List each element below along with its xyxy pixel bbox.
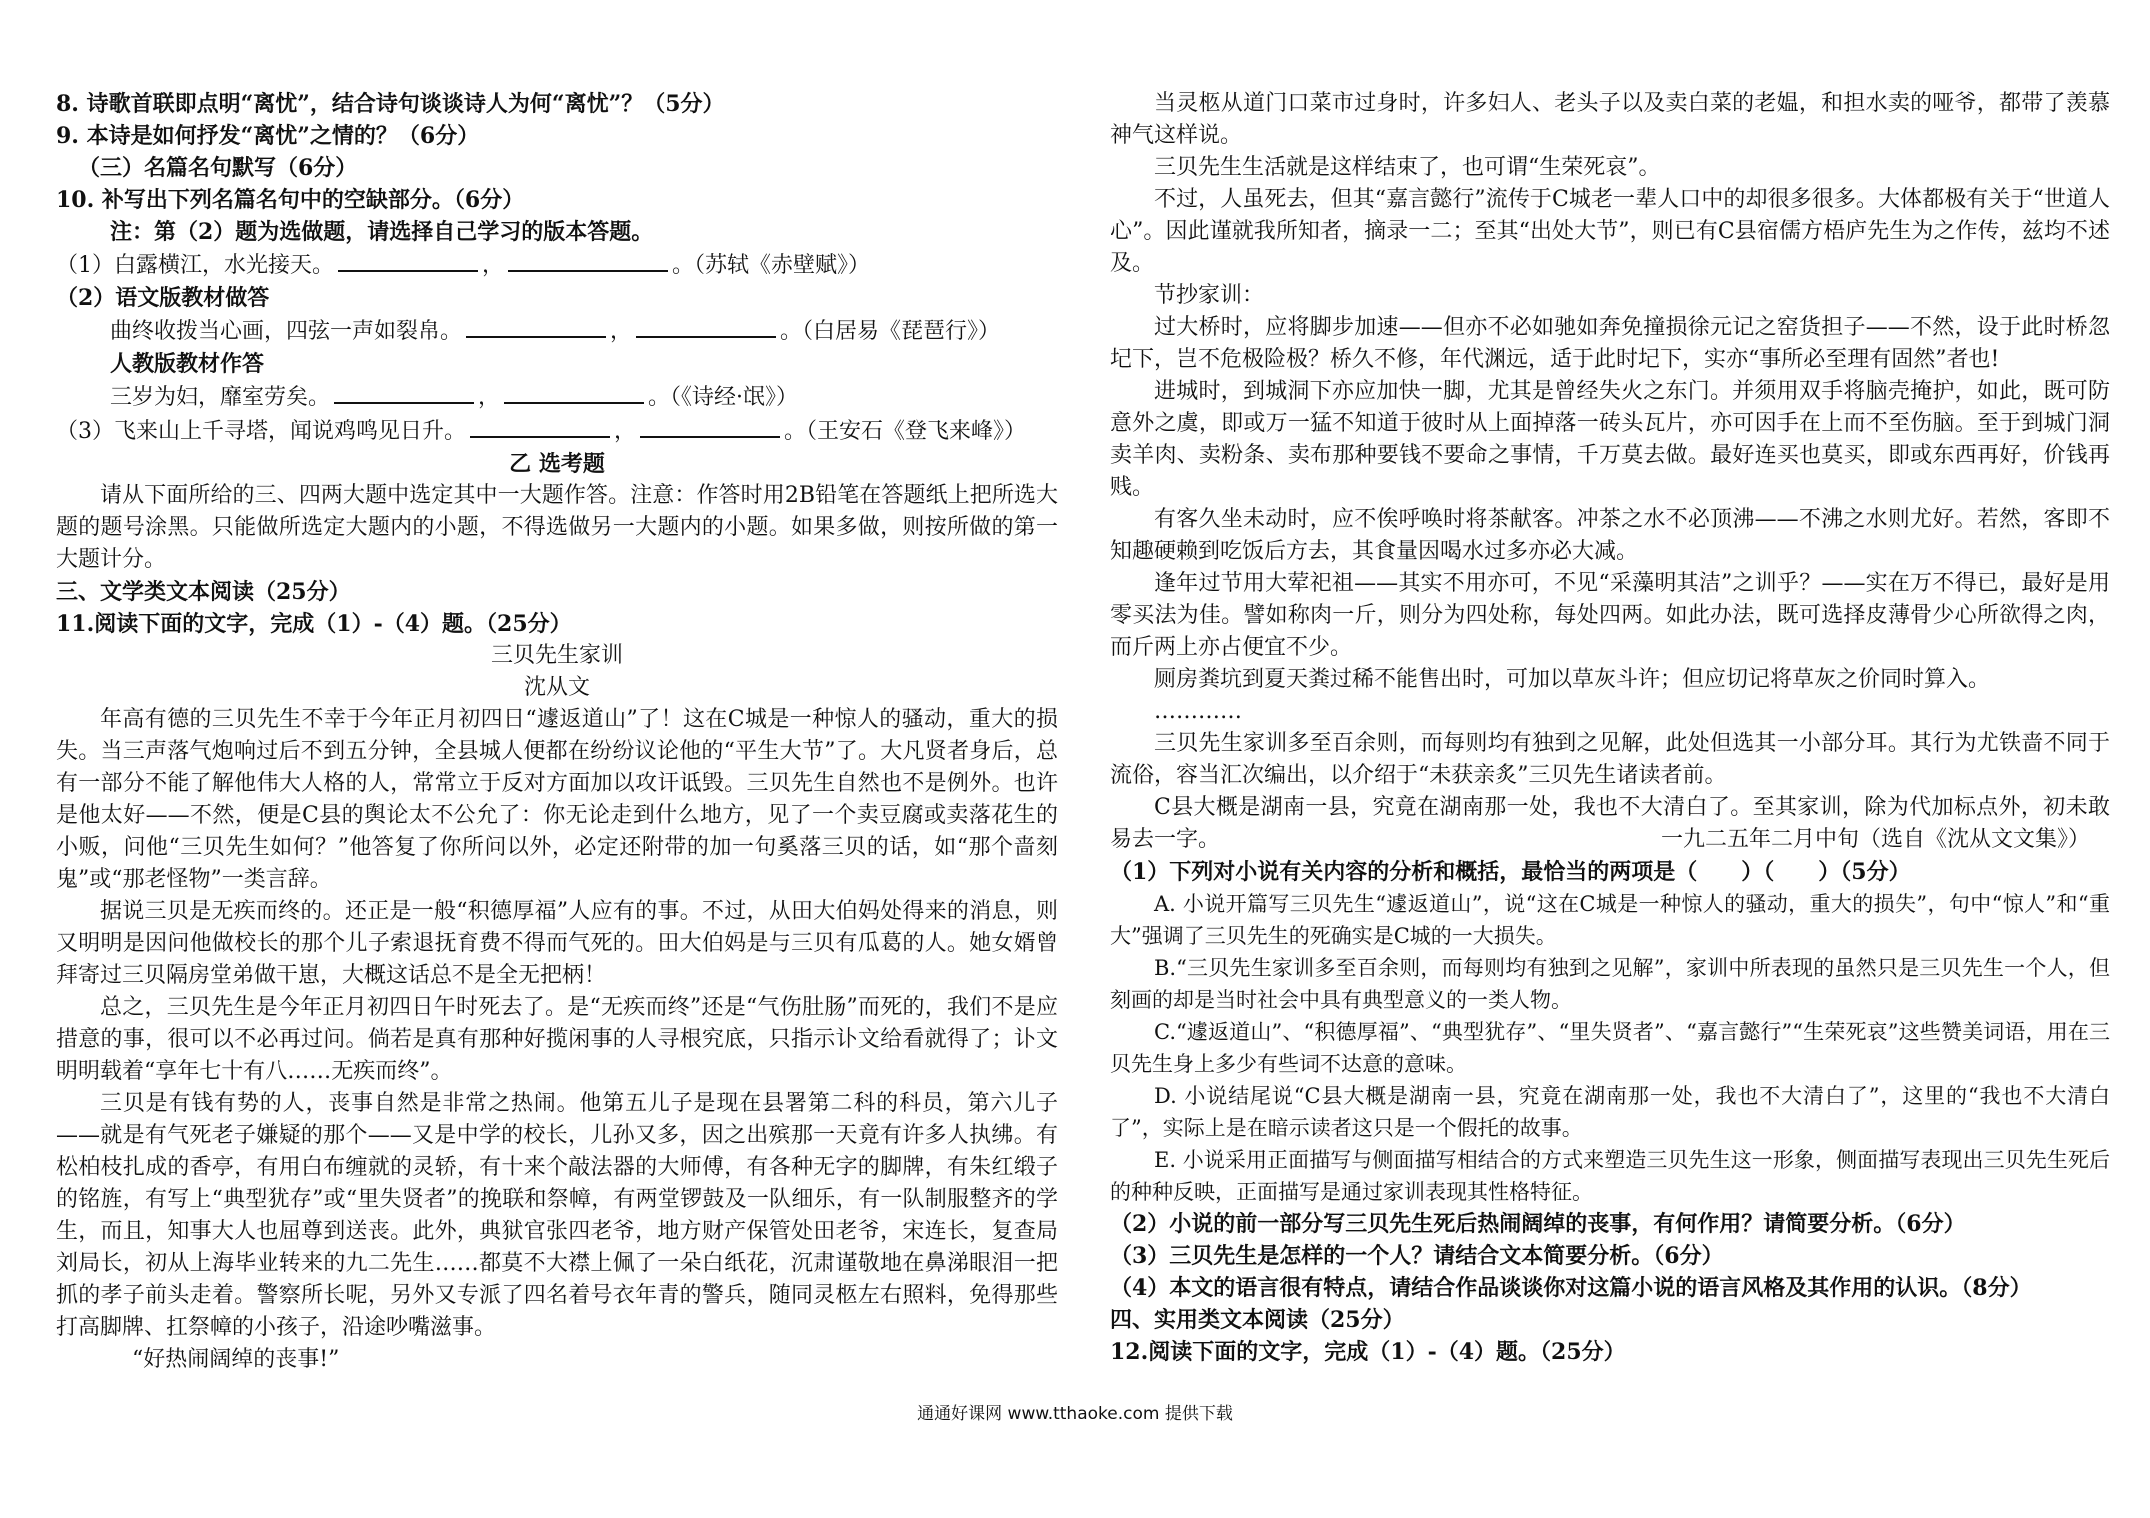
item-text: 三岁为妇，靡室劳矣。 [110, 385, 331, 410]
question-10-item-3 [56, 414, 1058, 448]
family-rule-festival-meat: 逢年过节用大荤祀祖——其实不用亦可，不见“采藻明其洁”之训乎？——实在万不得已，最好是用零买法为佳。譬如称肉一斤，则分为四处称，每处四两。如此办法，既可选择皮薄骨少心所欲得之肉，而斤两上亦占便宜不少。 [1110, 571, 2110, 660]
question-10-item-2-heading: （2）语文版教材做答 [56, 285, 270, 311]
family-rule-latrine: 厕房粪坑到夏天粪过稀不能售出时，可加以草灰斗许；但应切记将草灰之价同时算入。 [1154, 667, 1991, 692]
separator: ， [614, 419, 637, 444]
question-9: 9. 本诗是如何抒发“离忧”之情的？（6分） [56, 123, 480, 149]
question-11-1: （1）下列对小说有关内容的分析和概括，最恰当的两项是（ ）（ ）（5分） [1110, 859, 1911, 885]
option-d: D. 小说结尾说“C县大概是湖南一县，究竟在湖南那一处，我也不大清白了”，这里的“我也不大清白了”，实际上是在暗示读者这只是一个假托的故事。 [1110, 1084, 2110, 1140]
item-source: 。（《诗经·氓》） [648, 385, 799, 410]
question-10-item-2a [56, 314, 1058, 348]
left-column [56, 88, 1058, 1376]
section-literary-reading: 三、文学类文本阅读（25分） [56, 579, 351, 605]
footer-source: 通通好课网 www.tthaoke.com 提供下载 [917, 1404, 1233, 1424]
instructions: 请从下面所给的三、四两大题中选定其中一大题作答。注意：作答时用2B铅笔在答题纸上把所选大题的题号涂黑。只能做所选定大题内的小题，不得选做另一大题内的小题。如果多做，则按所做的第一大题计分。 [56, 483, 1058, 572]
answer-blank[interactable] [470, 414, 610, 438]
separator: ， [482, 253, 505, 278]
separator: ， [610, 319, 633, 344]
right-column [1110, 88, 2110, 1368]
story-paragraph-1: 年高有德的三贝先生不幸于今年正月初四日“遽返道山”了！这在C城是一种惊人的骚动，重大的损失。当三声落气炮响过后不到五分钟，全县城人便都在纷纷议论他的“平生大节”了。大凡贤者身后，总有一部分不能了解他伟大人格的人，常常立于反对方面加以攻讦诋毁。三贝先生自然也不是例外。也许是他太好——不然，便是C县的舆论太不公允了：你无论走到什么地方，见了一个卖豆腐或卖落花生的小贩，问他“三贝先生如何？”他答复了你所问以外，必定还附带的加一句奚落三贝的话，如“那个啬刻鬼”或“那老怪物”一类言辞。 [56, 707, 1058, 892]
family-rule-bridge: 过大桥时，应将脚步加速——但亦不必如驰如奔免撞损徐元记之窑货担子——不然，设于此时桥忽圮下，岂不危极险极？桥久不修，年代渊远，适于此时圮下，实亦“事所必至理有固然”者也! [1110, 315, 2110, 372]
ellipsis: ………… [1154, 699, 1242, 724]
story-paragraph-5: “好热闹阔绰的丧事!” [132, 1347, 340, 1372]
answer-blank[interactable] [640, 414, 780, 438]
story-paragraph-2: 据说三贝是无疾而终的。还正是一般“积德厚福”人应有的事。不过，从田大伯妈处得来的消息，则又明明是因问他做校长的那个儿子索退抚育费不得而气死的。田大伯妈是与三贝有瓜葛的人。她女婿曾拜寄过三贝隔房堂弟做干崽，大概这话总不是全无把柄！ [56, 899, 1058, 988]
section-practical-reading: 四、实用类文本阅读（25分） [1110, 1307, 1405, 1333]
story-paragraph-7: 三贝先生生活就是这样结束了，也可谓“生荣死哀”。 [1154, 155, 1661, 180]
item-text: 曲终收拨当心画，四弦一声如裂帛。 [110, 319, 463, 344]
question-10-item-1 [56, 248, 1058, 282]
answer-blank[interactable] [334, 380, 474, 404]
question-12: 12.阅读下面的文字，完成（1）-（4）题。（25分） [1110, 1339, 1626, 1365]
family-rule-guest-tea: 有客久坐未动时，应不俟呼唤时将茶献客。冲茶之水不必顶沸——不沸之水则尤好。若然，客即不知趣硬赖到吃饭后方去，其食量因喝水过多亦必大减。 [1110, 507, 2110, 564]
story-title: 三贝先生家训 [490, 643, 623, 668]
story-paragraph-10: C县大概是湖南一县，究竟在湖南那一处，我也不大清白了。至其家训，除为代加标点外，初未敢易去一字。 [1110, 795, 2110, 852]
question-10-item-2b [56, 380, 1058, 414]
option-a: A. 小说开篇写三贝先生“遽返道山”，说“这在C城是一种惊人的骚动，重大的损失”，句中“惊人”和“重大”强调了三贝先生的死确实是C城的一大损失。 [1110, 892, 2110, 948]
question-11-2: （2）小说的前一部分写三贝先生死后热闹阔绰的丧事，有何作用？请简要分析。（6分） [1110, 1211, 1966, 1237]
answer-blank[interactable] [466, 314, 606, 338]
option-b: B.“三贝先生家训多至百余则，而每则均有独到之见解”，家训中所表现的虽然只是三贝先生一个人，但刻画的却是当时社会中具有典型意义的一类人物。 [1110, 956, 2110, 1012]
item-source: 。（苏轼《赤壁赋》） [672, 253, 871, 278]
question-11-4: （4）本文的语言很有特点，请结合作品谈谈你对这篇小说的语言风格及其作用的认识。（8分） [1110, 1275, 2032, 1301]
section-famous-lines: （三）名篇名句默写（6分） [78, 155, 358, 181]
answer-blank[interactable] [508, 248, 668, 272]
part-b-heading: 乙 选考题 [509, 451, 605, 477]
story-paragraph-9: 三贝先生家训多至百余则，而每则均有独到之见解，此处但选其一小部分耳。其行为尤铁啬不同于流俗，容当汇次编出，以介绍于“未获亲炙”三贝先生诸读者前。 [1110, 731, 2110, 788]
question-10-item-2-heading-2: 人教版教材作答 [110, 351, 265, 377]
answer-blank[interactable] [338, 248, 478, 272]
story-paragraph-6: 当灵柩从道门口菜市过身时，许多妇人、老头子以及卖白菜的老媪，和担水卖的哑爷，都带了羡慕神气这样说。 [1110, 91, 2110, 148]
question-11-3: （3）三贝先生是怎样的一个人？请结合文本简要分析。（6分） [1110, 1243, 1724, 1269]
separator: ， [478, 385, 501, 410]
item-text: （3）飞来山上千寻塔，闻说鸡鸣见日升。 [56, 419, 466, 444]
answer-blank[interactable] [504, 380, 644, 404]
option-c: C.“遽返道山”、“积德厚福”、“典型犹存”、“里失贤者”、“嘉言懿行”“生荣死哀”这些赞美词语，用在三贝先生身上多少有些词不达意的意味。 [1110, 1020, 2110, 1076]
story-paragraph-4: 三贝是有钱有势的人，丧事自然是非常之热闹。他第五儿子是现在县署第二科的科员，第六儿子——就是有气死老子嫌疑的那个——又是中学的校长，儿孙又多，因之出殡那一天竟有许多人执绋。有松柏枝扎成的香亭，有用白布缠就的灵轿，有十来个敲法器的大师傅，有各种无字的脚牌，有朱红缎子的铭旌，有写上“典型犹存”或“里失贤者”的挽联和祭幛，有两堂锣鼓及一队细乐，有一队制服整齐的学生，而且，知事大人也屈尊到送丧。此外，典狱官张四老爷，地方财产保管处田老爷，宋连长，复查局刘局长，初从上海毕业转来的九二先生……都莫不大襟上佩了一朵白纸花，沉肃谨敬地在鼻涕眼泪一把抓的孝子前头走着。警察所长呢，另外又专派了四名着号衣年青的警兵，随同灵柩左右照料，免得那些打高脚牌、扛祭幛的小孩子，沿途吵嘴滋事。 [56, 1091, 1058, 1340]
item-source: 。（王安石《登飞来峰》） [784, 419, 1027, 444]
story-paragraph-8: 不过，人虽死去，但其“嘉言懿行”流传于C城老一辈人口中的却很多很多。大体都极有关于“世道人心”。因此谨就我所知者，摘录一二；至其“出处大节”，则已有C县宿儒方梧庐先生为之作传，兹均不述及。 [1110, 187, 2110, 276]
question-11: 11.阅读下面的文字，完成（1）-（4）题。（25分） [56, 611, 572, 637]
story-date-source: 一九二五年二月中旬（选自《沈从文文集》） [1660, 827, 2090, 852]
question-10: 10. 补写出下列名篇名句中的空缺部分。（6分） [56, 187, 525, 213]
question-10-note: 注：第（2）题为选做题，请选择自己学习的版本答题。 [110, 219, 654, 245]
question-8: 8. 诗歌首联即点明“离忧”，结合诗句谈谈诗人为何“离忧”？（5分） [56, 91, 725, 117]
item-text: （1）白露横江，水光接天。 [56, 253, 334, 278]
family-rule-city-gate: 进城时，到城洞下亦应加快一脚，尤其是曾经失火之东门。并须用双手将脑壳掩护，如此，既可防意外之虞，即或万一猛不知道于彼时从上面掉落一砖头瓦片，亦可因手在上而不至伤脑。至于到城门洞卖羊肉、卖粉条、卖布那种要钱不要命之事情，千万莫去做。最好连买也莫买，即或东西再好，价钱再贱。 [1110, 379, 2110, 500]
story-author: 沈从文 [523, 675, 590, 700]
answer-blank[interactable] [636, 314, 776, 338]
family-rules-heading: 节抄家训： [1154, 283, 1265, 308]
story-paragraph-3: 总之，三贝先生是今年正月初四日午时死去了。是“无疾而终”还是“气伤肚肠”而死的，我们不是应措意的事，很可以不必再过问。倘若是真有那种好揽闲事的人寻根究底，只指示讣文给看就得了；讣文明明载着“享年七十有八……无疾而终”。 [56, 995, 1058, 1084]
option-e: E. 小说采用正面描写与侧面描写相结合的方式来塑造三贝先生这一形象，侧面描写表现出三贝先生死后的种种反映，正面描写是通过家训表现其性格特征。 [1110, 1148, 2110, 1204]
item-source: 。（白居易《琵琶行》） [780, 319, 1001, 344]
